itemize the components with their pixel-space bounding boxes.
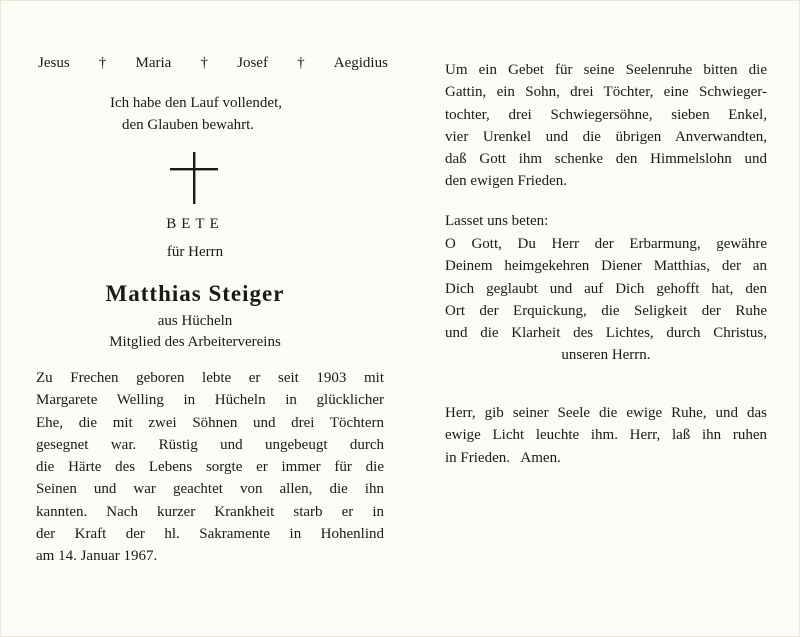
prayer-line: Ort der Erquickung, die Seligkeit der Ruhe xyxy=(445,302,767,319)
biography-line: Zu Frechen geboren lebte er seit 1903 mit xyxy=(36,370,384,386)
biography-line: Ehe, die mit zwei Söhnen und drei Töchtern xyxy=(36,414,384,431)
dagger-icon: † xyxy=(98,55,107,71)
deceased-membership: Mitglied des Arbeitervereins xyxy=(109,334,281,350)
deceased-origin: aus Hücheln xyxy=(157,313,233,329)
epitaph-line: den Glauben bewahrt. xyxy=(122,117,255,133)
prayer-paragraph xyxy=(445,233,767,367)
request-line: tochter, drei Schwiegersöhne, sieben Enkel, xyxy=(445,106,767,123)
closing-line: Herr, gib seiner Seele die ewige Ruhe, und das xyxy=(445,405,767,421)
biography-line: kannten. Nach kurzer Krankheit starb er in xyxy=(36,503,384,520)
epitaph-verse xyxy=(110,92,400,136)
name-jesus: Jesus xyxy=(38,55,70,71)
name-maria: Maria xyxy=(135,55,172,71)
biography-line: gesegnet war. Rüstig und ungebeugt durch xyxy=(36,436,384,453)
bete-heading: BETE xyxy=(166,216,224,232)
request-line: Um ein Gebet für seine Seelenruhe bitten die xyxy=(445,62,767,78)
lasset-line: Lasset uns beten: xyxy=(445,213,549,229)
prayer-line: Deinem heimgekehren Diener Matthias, der an xyxy=(445,258,767,275)
request-line: den ewigen Frieden. xyxy=(445,173,568,190)
cross-icon xyxy=(170,152,220,204)
closing-line: ewige Licht leuchte ihm. Herr, laß ihn ruhen xyxy=(445,427,767,444)
lasset-uns-beten xyxy=(445,210,767,232)
dagger-icon: † xyxy=(200,55,208,71)
fuer-herrn-text: für Herrn xyxy=(166,244,224,260)
biography-line: Margarete Welling in Hücheln in glücklicher xyxy=(36,392,384,409)
name-aegidius: Aegidius xyxy=(333,55,388,71)
name-josef: Josef xyxy=(237,55,268,71)
deceased-name: Matthias Steiger xyxy=(105,281,285,306)
biography-line: am 14. Januar 1967. xyxy=(36,548,158,565)
prayer-line: O Gott, Du Herr der Erbarmung, gewähre xyxy=(445,236,767,252)
dagger-icon: † xyxy=(297,55,305,71)
holy-names-row xyxy=(38,55,388,72)
prayer-request-paragraph xyxy=(445,59,767,193)
biography-line: Seinen und war geachtet von allen, die ihn xyxy=(36,481,384,498)
request-line: vier Urenkel und die übrigen Anverwandten, xyxy=(445,128,767,145)
biography-paragraph xyxy=(36,367,384,568)
prayer-line: und die Klarheit des Lichtes, durch Christus, xyxy=(445,325,767,342)
epitaph-line: Ich habe den Lauf vollendet, xyxy=(110,95,283,111)
biography-line: die Härte des Lebens sorgte er immer für die xyxy=(36,459,384,476)
closing-paragraph xyxy=(445,402,767,469)
request-line: Gattin, ein Sohn, drei Töchter, eine Schwieger- xyxy=(445,84,767,101)
prayer-line: unseren Herrn. xyxy=(561,347,651,364)
prayer-line: Dich geglaubt und auf Dich gehofft hat, den xyxy=(445,280,767,297)
closing-line: in Frieden. Amen. xyxy=(445,449,561,466)
biography-line: der Kraft der hl. Sakramente in Hohenlind xyxy=(36,526,384,543)
request-line: daß Gott ihm schenke den Himmelslohn und xyxy=(445,151,767,168)
